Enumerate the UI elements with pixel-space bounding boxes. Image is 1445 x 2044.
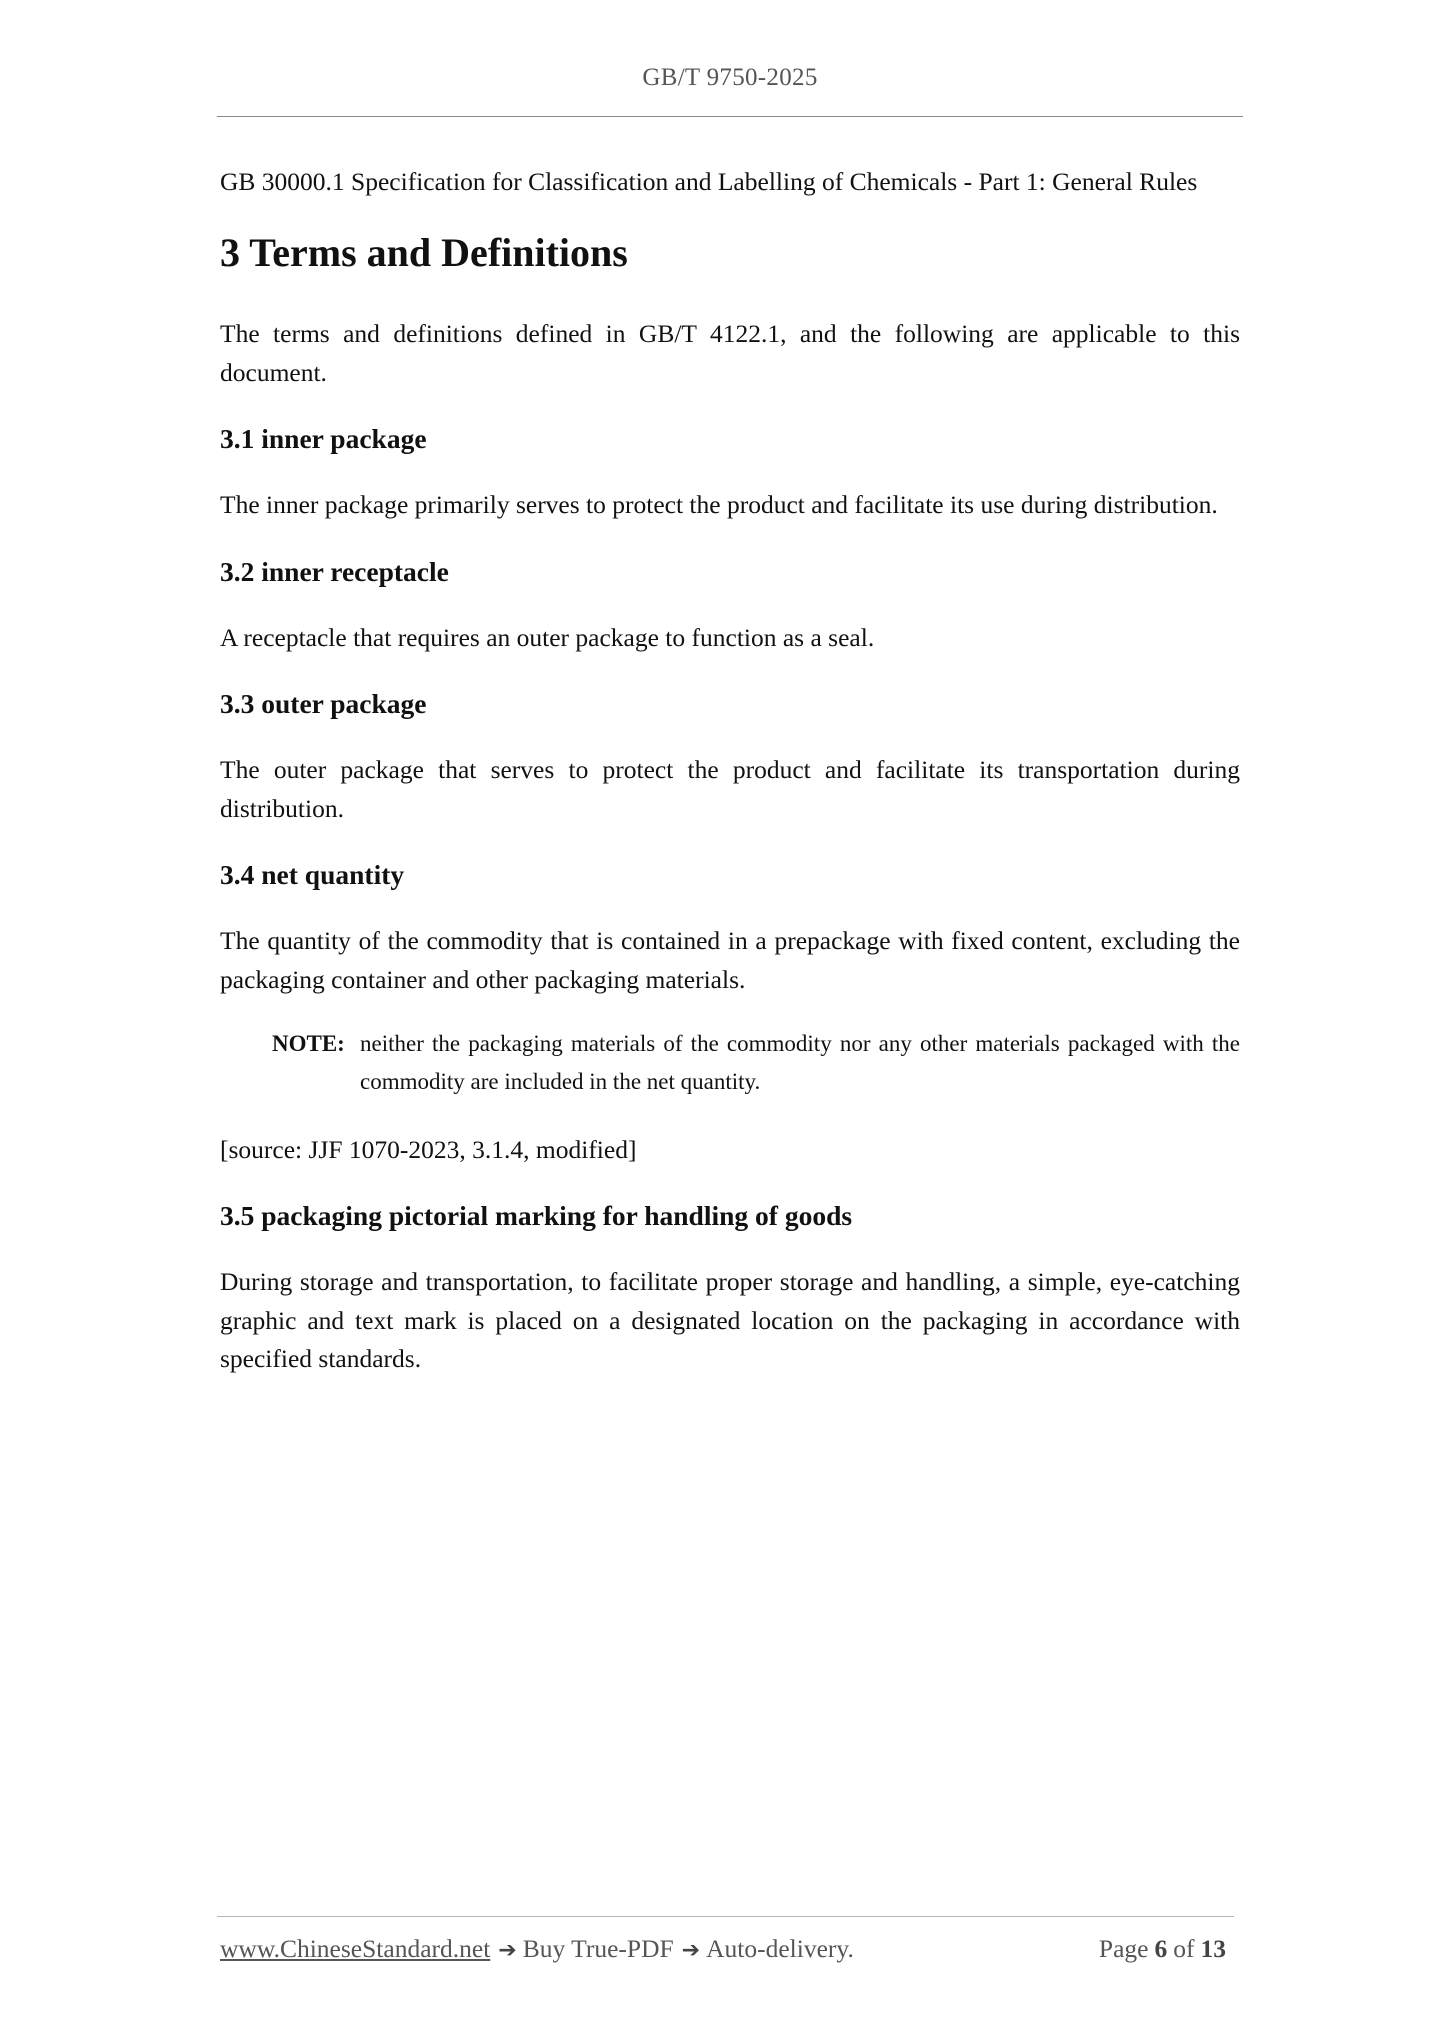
term-definition-3-1: The inner package primarily serves to protect the product and facilitate its use during distribution. <box>220 490 1218 519</box>
section-title: 3 Terms and Definitions <box>220 230 628 275</box>
section-intro: The terms and definitions defined in GB/T 4122.1, and the following are applicable to this document. <box>220 319 1240 387</box>
document-body <box>220 163 1240 1407</box>
header-divider <box>217 116 1243 117</box>
footer-promo <box>220 1934 854 1964</box>
note-label: NOTE: <box>272 1031 345 1056</box>
arrow-right-icon: ➔ <box>498 1938 517 1963</box>
term-heading-3-4: 3.4 net quantity <box>220 859 405 890</box>
arrow-right-icon: ➔ <box>681 1938 701 1963</box>
term-heading-3-3: 3.3 outer package <box>220 688 427 719</box>
page-header-doc-code: GB/T 9750-2025 <box>642 64 818 91</box>
term-definition-3-3: The outer package that serves to protect the product and facilitate its transportation during distribution. <box>220 755 1240 823</box>
term-note-3-4 <box>272 1025 1240 1101</box>
page-total: 13 <box>1200 1934 1226 1963</box>
buy-text: Buy True-PDF <box>522 1934 674 1963</box>
term-heading-3-2: 3.2 inner receptacle <box>220 555 449 587</box>
page-current: 6 <box>1154 1934 1168 1963</box>
page-number <box>1099 1934 1232 1964</box>
page-of: of <box>1173 1934 1195 1963</box>
term-definition-3-5: During storage and transportation, to facilitate proper storage and handling, a simple, eye-catching graphic and text mark is placed on a designated location on the packaging in accordance with specified standards. <box>220 1267 1240 1373</box>
note-text: neither the packaging materials of the commodity nor any other materials packaged with the commodity are included in the net quantity. <box>360 1031 1240 1094</box>
term-source-3-4: [source: JJF 1070-2023, 3.1.4, modified] <box>220 1135 637 1164</box>
page-label: Page <box>1098 1934 1149 1963</box>
footer-divider <box>217 1916 1234 1917</box>
delivery-text: Auto-delivery. <box>706 1934 854 1963</box>
website-link[interactable]: www.ChineseStandard.net <box>220 1934 491 1963</box>
normative-reference-line: GB 30000.1 Specification for Classification and Labelling of Chemicals - Part 1: General Rules <box>220 167 1198 196</box>
page-footer <box>220 1934 1232 1964</box>
term-heading-3-1: 3.1 inner package <box>220 423 427 454</box>
term-definition-3-2: A receptacle that requires an outer package to function as a seal. <box>220 622 875 652</box>
term-heading-3-5: 3.5 packaging pictorial marking for handling of goods <box>220 1200 853 1231</box>
term-definition-3-4: The quantity of the commodity that is contained in a prepackage with fixed content, excluding the packaging container and other packaging materials. <box>220 926 1240 994</box>
